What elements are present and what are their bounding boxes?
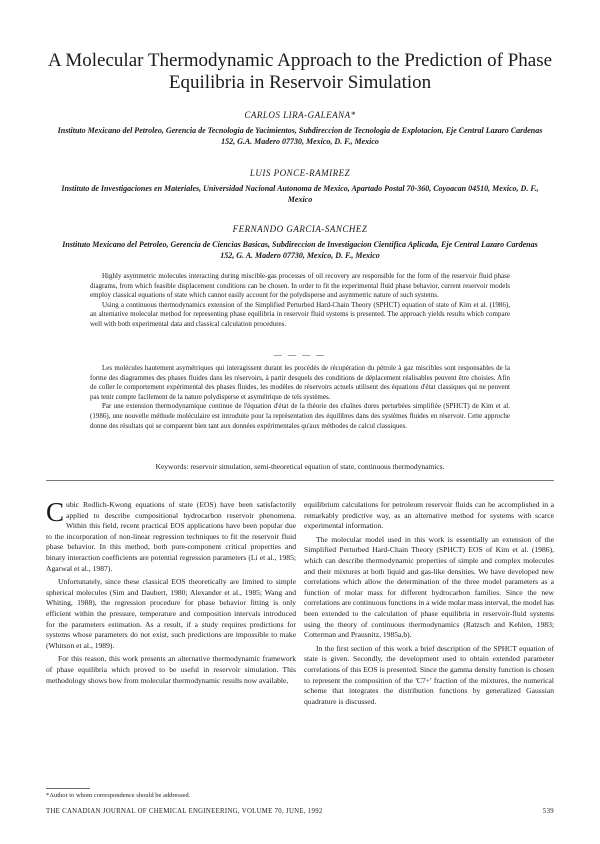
author-name: LUIS PONCE-RAMIREZ [249, 168, 351, 178]
body-paragraph-text: ubic Redlich-Kwong equations of state (EOS) have been satisfactorily applied to describe compositional hydrocarbon reservoir phenomena. Within this field, recent practical EOS applications have been popular due to the incorporation of non-linear regression techniques to fit the reservoir fluid phase behavior. In this method, both pure-component critical properties and binary interaction coefficients are potential regression parameters (Li et al., 1985; Agarwal et al., 1987). [46, 500, 296, 573]
drop-cap: C [46, 497, 65, 527]
footnote [46, 788, 296, 800]
body-column-right [304, 500, 554, 710]
abstract-paragraph: Par une extension thermodynamique continue de l'équation d'état de la théorie des chaînes dures perturbées simplifiée (SPHCT) de Kim et al. (1986), une nouvelle méthode moléculaire est introduite pour la représentation des équilibres dans des systèmes fluides en réservoir. Cette approche donne des résultats qui se comparent bien tant aux données expérimentales qu'aux méthodes de calcul classiques. [90, 402, 510, 430]
abstract-separator: — — — — [274, 350, 326, 359]
abstract-paragraph: Highly asymmetric molecules interacting during miscible-gas processes of oil recovery are responsible for the form of the reservoir fluid phase diagrams, from which feasible displacement conditions can be chosen. In order to fit the experimental fluid phase behavior, current reservoir models employ classical equations of state which cannot easily account for the polydisperse and asymmetric nature of such systems. [90, 272, 510, 300]
abstract-french [90, 364, 510, 431]
author-affiliation: Instituto Mexicano del Petroleo, Gerencia de Tecnologia de Yacimientos, Subdireccion de Tecnologia de Explotacion, Eje Central Lazaro Cardenas 152, G.A. Madero 07730, Mexico, D. F., Mexico [57, 126, 543, 146]
body-paragraph: Unfortunately, since these classical EOS theoretically are limited to simple spherical molecules (Sim and Daubert, 1980; Alexander et al., 1985; Wang and Whiting, 1988), the regression procedure for phase behavior fitting is only efficient within the pressure, temperature and composition intervals introduced for the parameters estimation. As a result, if a study requires predictions for systems whose parameters do not exist, such predictions are impossible to make (Whitson et al., 1989). [46, 577, 296, 650]
footnote-rule [46, 788, 90, 789]
abstract-paragraph: Using a continuous thermodynamics extension of the Simplified Perturbed Hard-Chain Theory (SPHCT) equation of state of Kim et al. (1986), an alternative molecular method for representing phase equilibria in reservoir fluid systems is presented. The approach yields results which compare well with both experimental data and classical calculation procedures. [90, 300, 510, 328]
body-paragraph [46, 497, 296, 574]
page-number: 539 [542, 808, 554, 815]
paper-title: A Molecular Thermodynamic Approach to the Prediction of Phase Equilibria in Reservoir Simulation [47, 50, 553, 93]
author-name: FERNANDO GARCIA-SANCHEZ [232, 224, 368, 234]
author-affiliation: Instituto de Investigaciones en Materiales, Universidad Nacional Autonoma de Mexico, Apartado Postal 70-360, Coyoacan 04510, Mexico, D. F., Mexico [61, 184, 539, 204]
body-paragraph: For this reason, this work presents an alternative thermodynamic framework of phase equilibria which proved to be useful in reservoir simulation. This methodology shows how from molecular thermodynamic results now available, [46, 654, 296, 685]
journal-name: THE CANADIAN JOURNAL OF CHEMICAL ENGINEERING, VOLUME 70, JUNE, 1992 [46, 808, 323, 815]
author-name: CARLOS LIRA-GALEANA* [244, 110, 356, 120]
abstract-english [90, 272, 510, 330]
body-paragraph: In the first section of this work a brief description of the SPHCT equation of state is given. Secondly, the development used to obtain extended parameter correlations of this EOS is presented. Since the gamma density function is chosen to represent the composition of the 'C7+' fraction of the mixtures, the numerical scheme that integrates the distribution functions by generalized Gaussian quadrature is discussed. [304, 643, 554, 706]
keywords: Keywords: reservoir simulation, semi-theoretical equation of state, continuous thermodynamics. [155, 462, 445, 471]
section-divider [46, 480, 554, 481]
body-paragraph: equilibrium calculations for petroleum reservoir fluids can be accomplished in a remarkably predictive way, as an alternative method for systems with scarce experimental information. [304, 500, 554, 531]
body-column-left [46, 497, 296, 689]
page-footer [46, 808, 554, 815]
footnote-text: *Author to whom correspondence should be addressed. [46, 792, 191, 799]
abstract-paragraph: Les molécules hautement asymétriques qui interagissent durant les procédés de récupération du pétrole à gaz miscibles sont responsables de la forme des diagrammes des phases fluides dans les réservoirs, à partir desquels des conditions de déplacement réalisables peuvent être choisies. Afin de coller le comportement expérimental des phases fluides, les modèles de réservoirs actuels utilisent des équations d'état classiques qui ne peuvent pas tenir compte facilement de la nature polydisperse et asymétrique de tels systèmes. [90, 364, 510, 401]
body-paragraph: The molecular model used in this work is essentially an extension of the Simplified Perturbed Hard-Chain Theory (SPHCT) EOS of Kim et al. (1986), which can describe thermodynamic properties of simple and complex molecules and their mixtures at both liquid and gas-like densities. We have developed new correlations which allow the determination of the three model parameters as a function of molar mass for different hydrocarbon families. Since the new correlations are continuous functions in a wide molar mass interval, the model has been extended to the calculation of phase equilibria in reservoir-fluid systems using the theory of continuous thermodynamics (Ratzsch and Kehlen, 1983; Cotterman and Prausnitz, 1985a,b). [304, 534, 554, 640]
author-affiliation: Instituto Mexicano del Petroleo, Gerencia de Ciencias Basicas, Subdireccion de Investigacion Cientifica Aplicada, Eje Central Lazaro Cardenas 152, G. A. Madero 07730, Mexico, D. F., Mexico [62, 240, 538, 260]
